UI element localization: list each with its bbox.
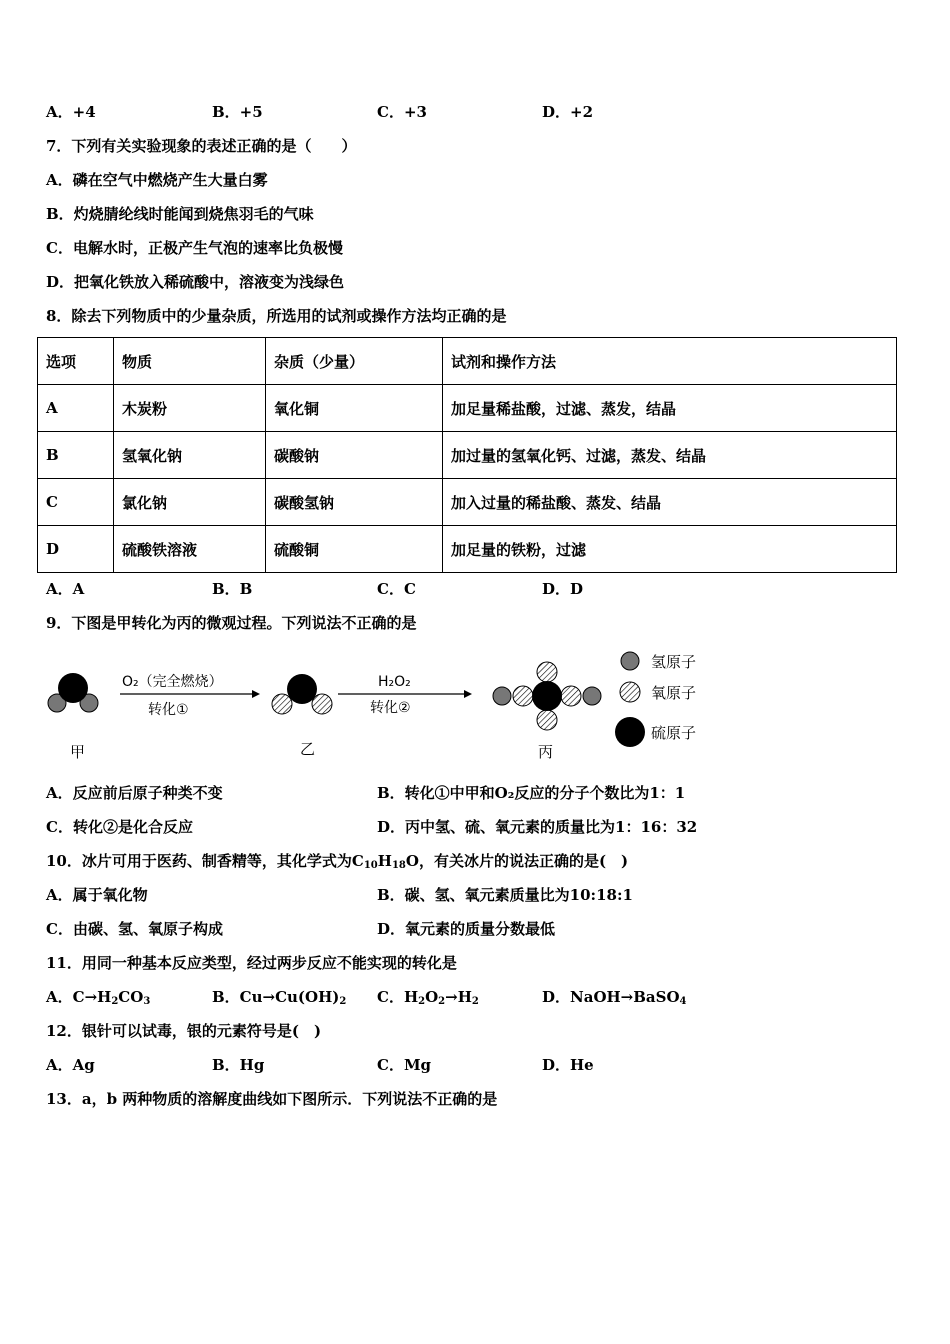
q9-option-d: D．丙中氢、硫、氧元素的质量比为1：16：32 — [377, 818, 698, 836]
q7-option-d: D．把氧化铁放入稀硫酸中，溶液变为浅绿色 — [46, 273, 345, 291]
formula-subscript: 3 — [143, 996, 151, 1007]
option-text: B．Cu→Cu(OH) — [212, 988, 340, 1006]
arrow1-bottom-label: 转化① — [148, 702, 189, 718]
table-header-cell: 杂质（少量） — [266, 338, 443, 385]
arrow2-bottom-label: 转化② — [370, 700, 411, 716]
label-jia: 甲 — [70, 743, 86, 761]
table-row — [38, 526, 897, 573]
option-text: D．NaOH→BaSO — [542, 988, 680, 1006]
q10-formula — [352, 852, 419, 870]
table-cell: 硫酸铁溶液 — [114, 526, 266, 573]
table-cell: 氯化钠 — [114, 479, 266, 526]
sulfur-atom-icon — [615, 717, 645, 747]
table-row — [38, 432, 897, 479]
q11-option-a — [46, 987, 150, 1012]
q12-stem: 12．银针可以试毒，银的元素符号是( ) — [46, 1022, 322, 1040]
molecule-diagram — [40, 645, 740, 770]
label-bing: 丙 — [538, 743, 554, 761]
table-cell: 加入过量的稀盐酸、蒸发、结晶 — [443, 479, 897, 526]
formula-part: O — [405, 852, 419, 870]
arrow2-head — [464, 690, 472, 698]
q13-stem: 13．a，b 两种物质的溶解度曲线如下图所示．下列说法不正确的是 — [46, 1090, 498, 1108]
table-cell: A — [38, 385, 114, 432]
molecule-yi — [272, 674, 332, 714]
table-cell: 硫酸铜 — [266, 526, 443, 573]
option-text: O — [425, 988, 439, 1006]
q8-option-c: C．C — [377, 580, 416, 598]
table-cell: D — [38, 526, 114, 573]
table-row — [38, 385, 897, 432]
q9-option-b: B．转化①中甲和O₂反应的分子个数比为1：1 — [377, 784, 686, 802]
q10-stem-post: ，有关冰片的说法正确的是( ) — [418, 852, 629, 870]
q6-option-c: C．+3 — [377, 103, 427, 121]
formula-subscript: 2 — [418, 996, 426, 1007]
q7-option-c: C．电解水时，正极产生气泡的速率比负极慢 — [46, 239, 343, 257]
q6-option-b: B．+5 — [212, 103, 263, 121]
q8-option-b: B．B — [212, 580, 253, 598]
option-text: →H — [445, 988, 472, 1006]
q8-option-a: A．A — [46, 580, 85, 598]
option-text: C．H — [377, 988, 419, 1006]
q9-option-a: A．反应前后原子种类不变 — [46, 784, 223, 802]
q8-option-d: D．D — [542, 580, 584, 598]
q11-option-c — [377, 987, 479, 1012]
q8-stem: 8．除去下列物质中的少量杂质，所选用的试剂或操作方法均正确的是 — [46, 307, 507, 325]
option-text: CO — [118, 988, 144, 1006]
q7-stem: 7．下列有关实验现象的表述正确的是（ ） — [46, 137, 357, 155]
q12-option-d: D．He — [542, 1056, 594, 1074]
table-header-cell: 试剂和操作方法 — [443, 338, 897, 385]
q12-option-a: A．Ag — [46, 1056, 95, 1074]
table-cell: 碳酸氢钠 — [266, 479, 443, 526]
q11-stem: 11．用同一种基本反应类型，经过两步反应不能实现的转化是 — [46, 954, 457, 972]
table-header-row — [38, 338, 897, 385]
table-cell: 氢氧化钠 — [114, 432, 266, 479]
q7-option-a: A．磷在空气中燃烧产生大量白雾 — [46, 171, 268, 189]
table-header-cell: 物质 — [114, 338, 266, 385]
q10-option-b: B．碳、氢、氧元素质量比为10:18:1 — [377, 886, 633, 904]
formula-subscript: 2 — [111, 996, 119, 1007]
arrow2-top-label: H₂O₂ — [378, 674, 411, 690]
label-yi: 乙 — [300, 740, 316, 758]
arrow1-head — [252, 690, 260, 698]
oxygen-atom-icon — [620, 682, 640, 702]
formula-subscript: 4 — [679, 996, 687, 1007]
formula-subscript: 18 — [391, 860, 406, 871]
q11-option-d — [542, 987, 687, 1012]
table-cell: C — [38, 479, 114, 526]
q8-table — [37, 337, 897, 573]
q7-option-b: B．灼烧腈纶线时能闻到烧焦羽毛的气味 — [46, 205, 314, 223]
q6-option-a: A．+4 — [46, 103, 96, 121]
formula-subscript: 2 — [438, 996, 446, 1007]
q12-option-b: B．Hg — [212, 1056, 265, 1074]
legend-hydrogen: 氢原子 — [651, 653, 697, 671]
q12-option-c: C．Mg — [377, 1056, 432, 1074]
table-cell: 碳酸钠 — [266, 432, 443, 479]
table-cell: 氧化铜 — [266, 385, 443, 432]
molecule-bing — [493, 662, 601, 730]
table-cell: B — [38, 432, 114, 479]
option-text: A．C→H — [46, 988, 112, 1006]
formula-subscript: 2 — [339, 996, 347, 1007]
legend-sulfur: 硫原子 — [651, 724, 697, 742]
molecule-jia — [48, 673, 98, 712]
legend-oxygen: 氧原子 — [651, 684, 697, 702]
table-cell: 加足量的铁粉，过滤 — [443, 526, 897, 573]
q11-option-b — [212, 987, 346, 1012]
q10-stem — [46, 851, 628, 876]
table-cell: 加足量稀盐酸，过滤、蒸发，结晶 — [443, 385, 897, 432]
table-cell: 加过量的氢氧化钙、过滤，蒸发、结晶 — [443, 432, 897, 479]
table-header-cell: 选项 — [38, 338, 114, 385]
q10-option-a: A．属于氧化物 — [46, 886, 148, 904]
q10-stem-pre: 10．冰片可用于医药、制香精等，其化学式为 — [46, 852, 352, 870]
q10-option-d: D．氧元素的质量分数最低 — [377, 920, 556, 938]
q10-option-c: C．由碳、氢、氧原子构成 — [46, 920, 223, 938]
table-row — [38, 479, 897, 526]
arrow1-top-label: O₂（完全燃烧） — [122, 674, 223, 690]
formula-subscript: 2 — [471, 996, 479, 1007]
q9-option-c: C．转化②是化合反应 — [46, 818, 193, 836]
formula-subscript: 10 — [363, 860, 378, 871]
q6-option-d: D．+2 — [542, 103, 594, 121]
q9-stem: 9．下图是甲转化为丙的微观过程。下列说法不正确的是 — [46, 614, 417, 632]
hydrogen-atom-icon — [621, 652, 639, 670]
formula-part: H — [377, 852, 392, 870]
formula-part: C — [351, 852, 364, 870]
table-cell: 木炭粉 — [114, 385, 266, 432]
